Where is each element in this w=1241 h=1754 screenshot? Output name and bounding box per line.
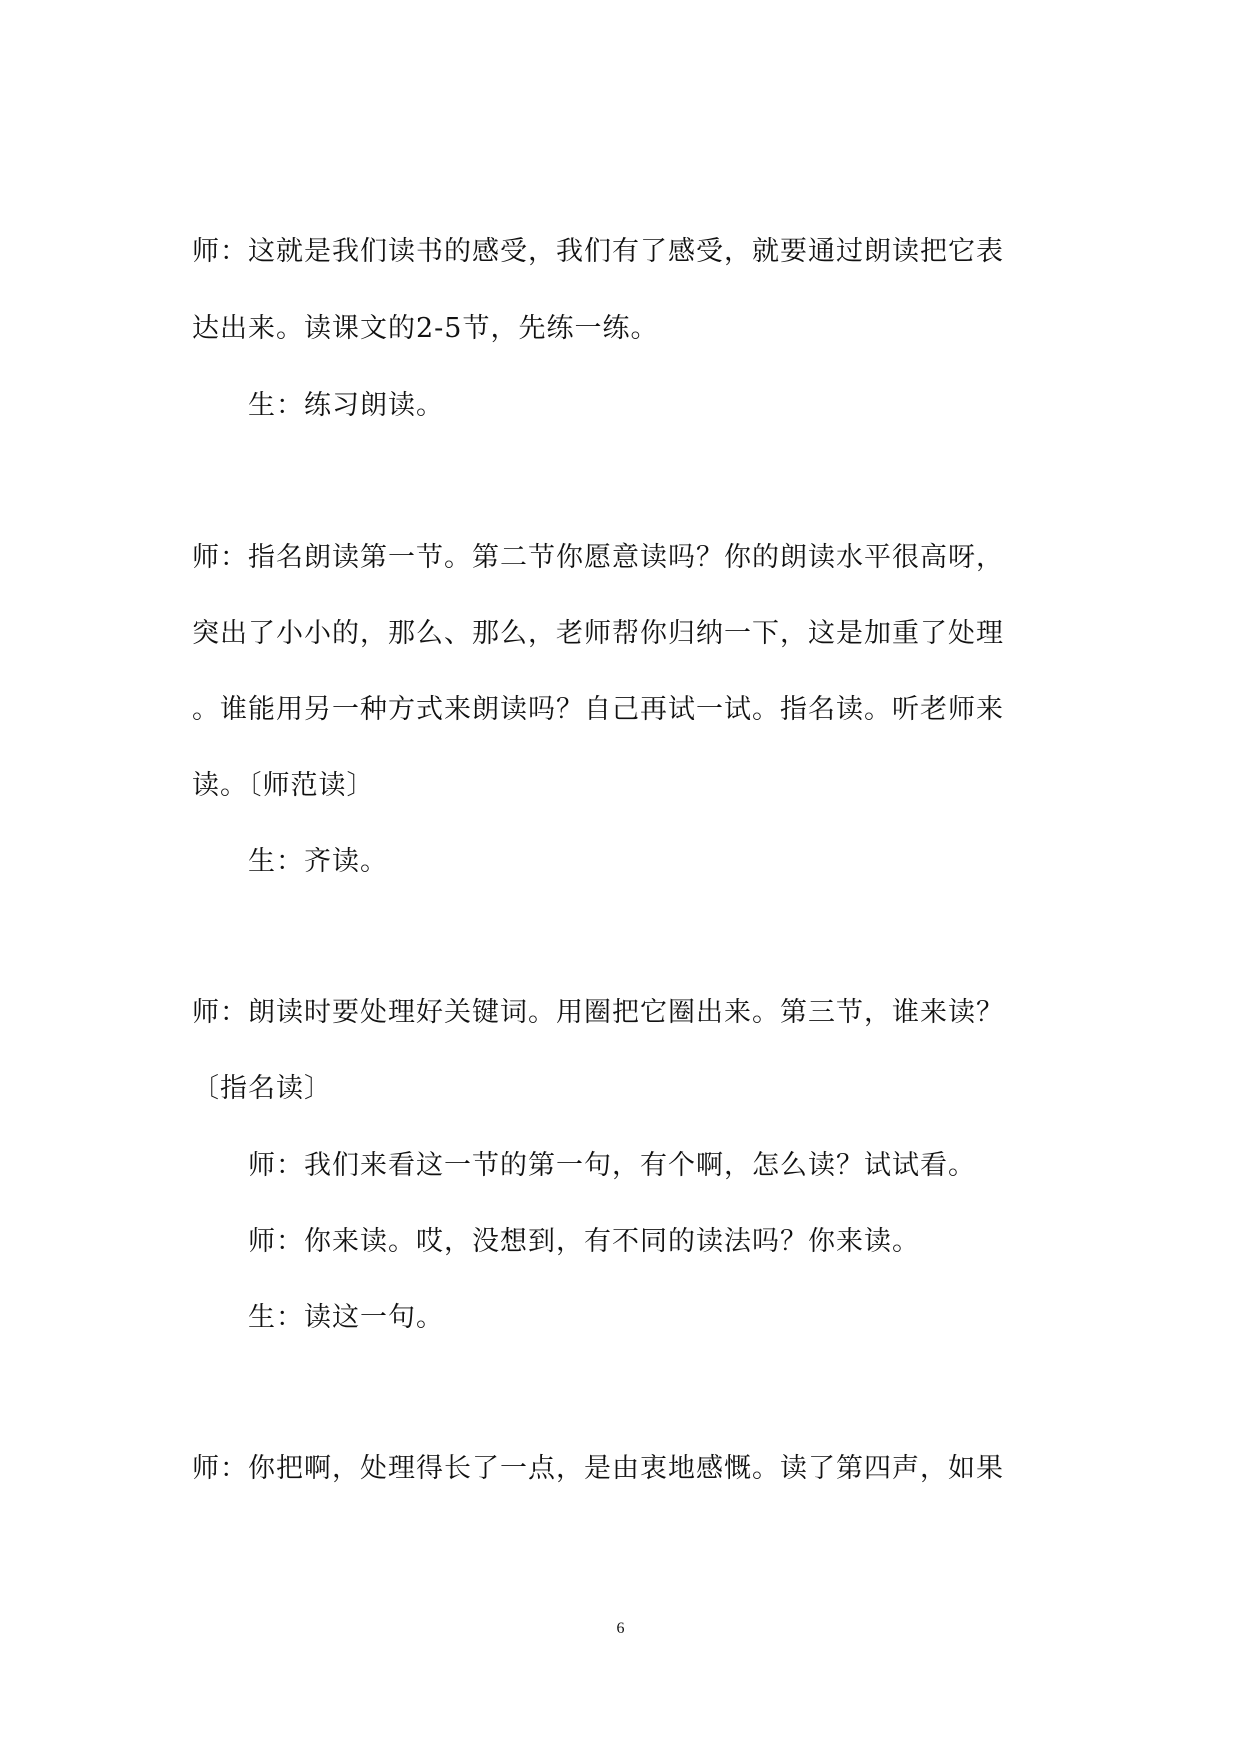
paragraph-8-line-1: 生：读这一句。 <box>248 1302 444 1333</box>
paragraph-2-line-1: 生：练习朗读。 <box>248 390 444 421</box>
page-number: 6 <box>616 1620 625 1637</box>
paragraph-7-line-1: 师：你来读。哎，没想到，有不同的读法吗？你来读。 <box>248 1226 920 1257</box>
paragraph-3-line-1: 师：指名朗读第一节。第二节你愿意读吗？你的朗读水平很高呀， <box>192 542 1004 573</box>
paragraph-9-line-1: 师：你把啊，处理得长了一点，是由衷地感慨。读了第四声，如果 <box>192 1453 1004 1484</box>
paragraph-6-line-1: 师：我们来看这一节的第一句，有个啊，怎么读？试试看。 <box>248 1150 976 1181</box>
paragraph-3-line-4: 读。〔师范读〕 <box>192 770 375 801</box>
paragraph-3-line-2: 突出了小小的，那么、那么，老师帮你归纳一下，这是加重了处理 <box>192 618 1004 649</box>
paragraph-1-line-1: 师：这就是我们读书的感受，我们有了感受，就要通过朗读把它表 <box>192 236 1004 267</box>
paragraph-5-line-1: 师：朗读时要处理好关键词。用圈把它圈出来。第三节，谁来读？ <box>192 997 1004 1028</box>
paragraph-4-line-1: 生：齐读。 <box>248 846 388 877</box>
paragraph-1-line-2: 达出来。读课文的2-5节，先练一练。 <box>192 313 659 344</box>
paragraph-5-line-2: 〔指名读〕 <box>192 1073 332 1104</box>
paragraph-3-line-3: 。谁能用另一种方式来朗读吗？自己再试一试。指名读。听老师来 <box>192 694 1004 725</box>
